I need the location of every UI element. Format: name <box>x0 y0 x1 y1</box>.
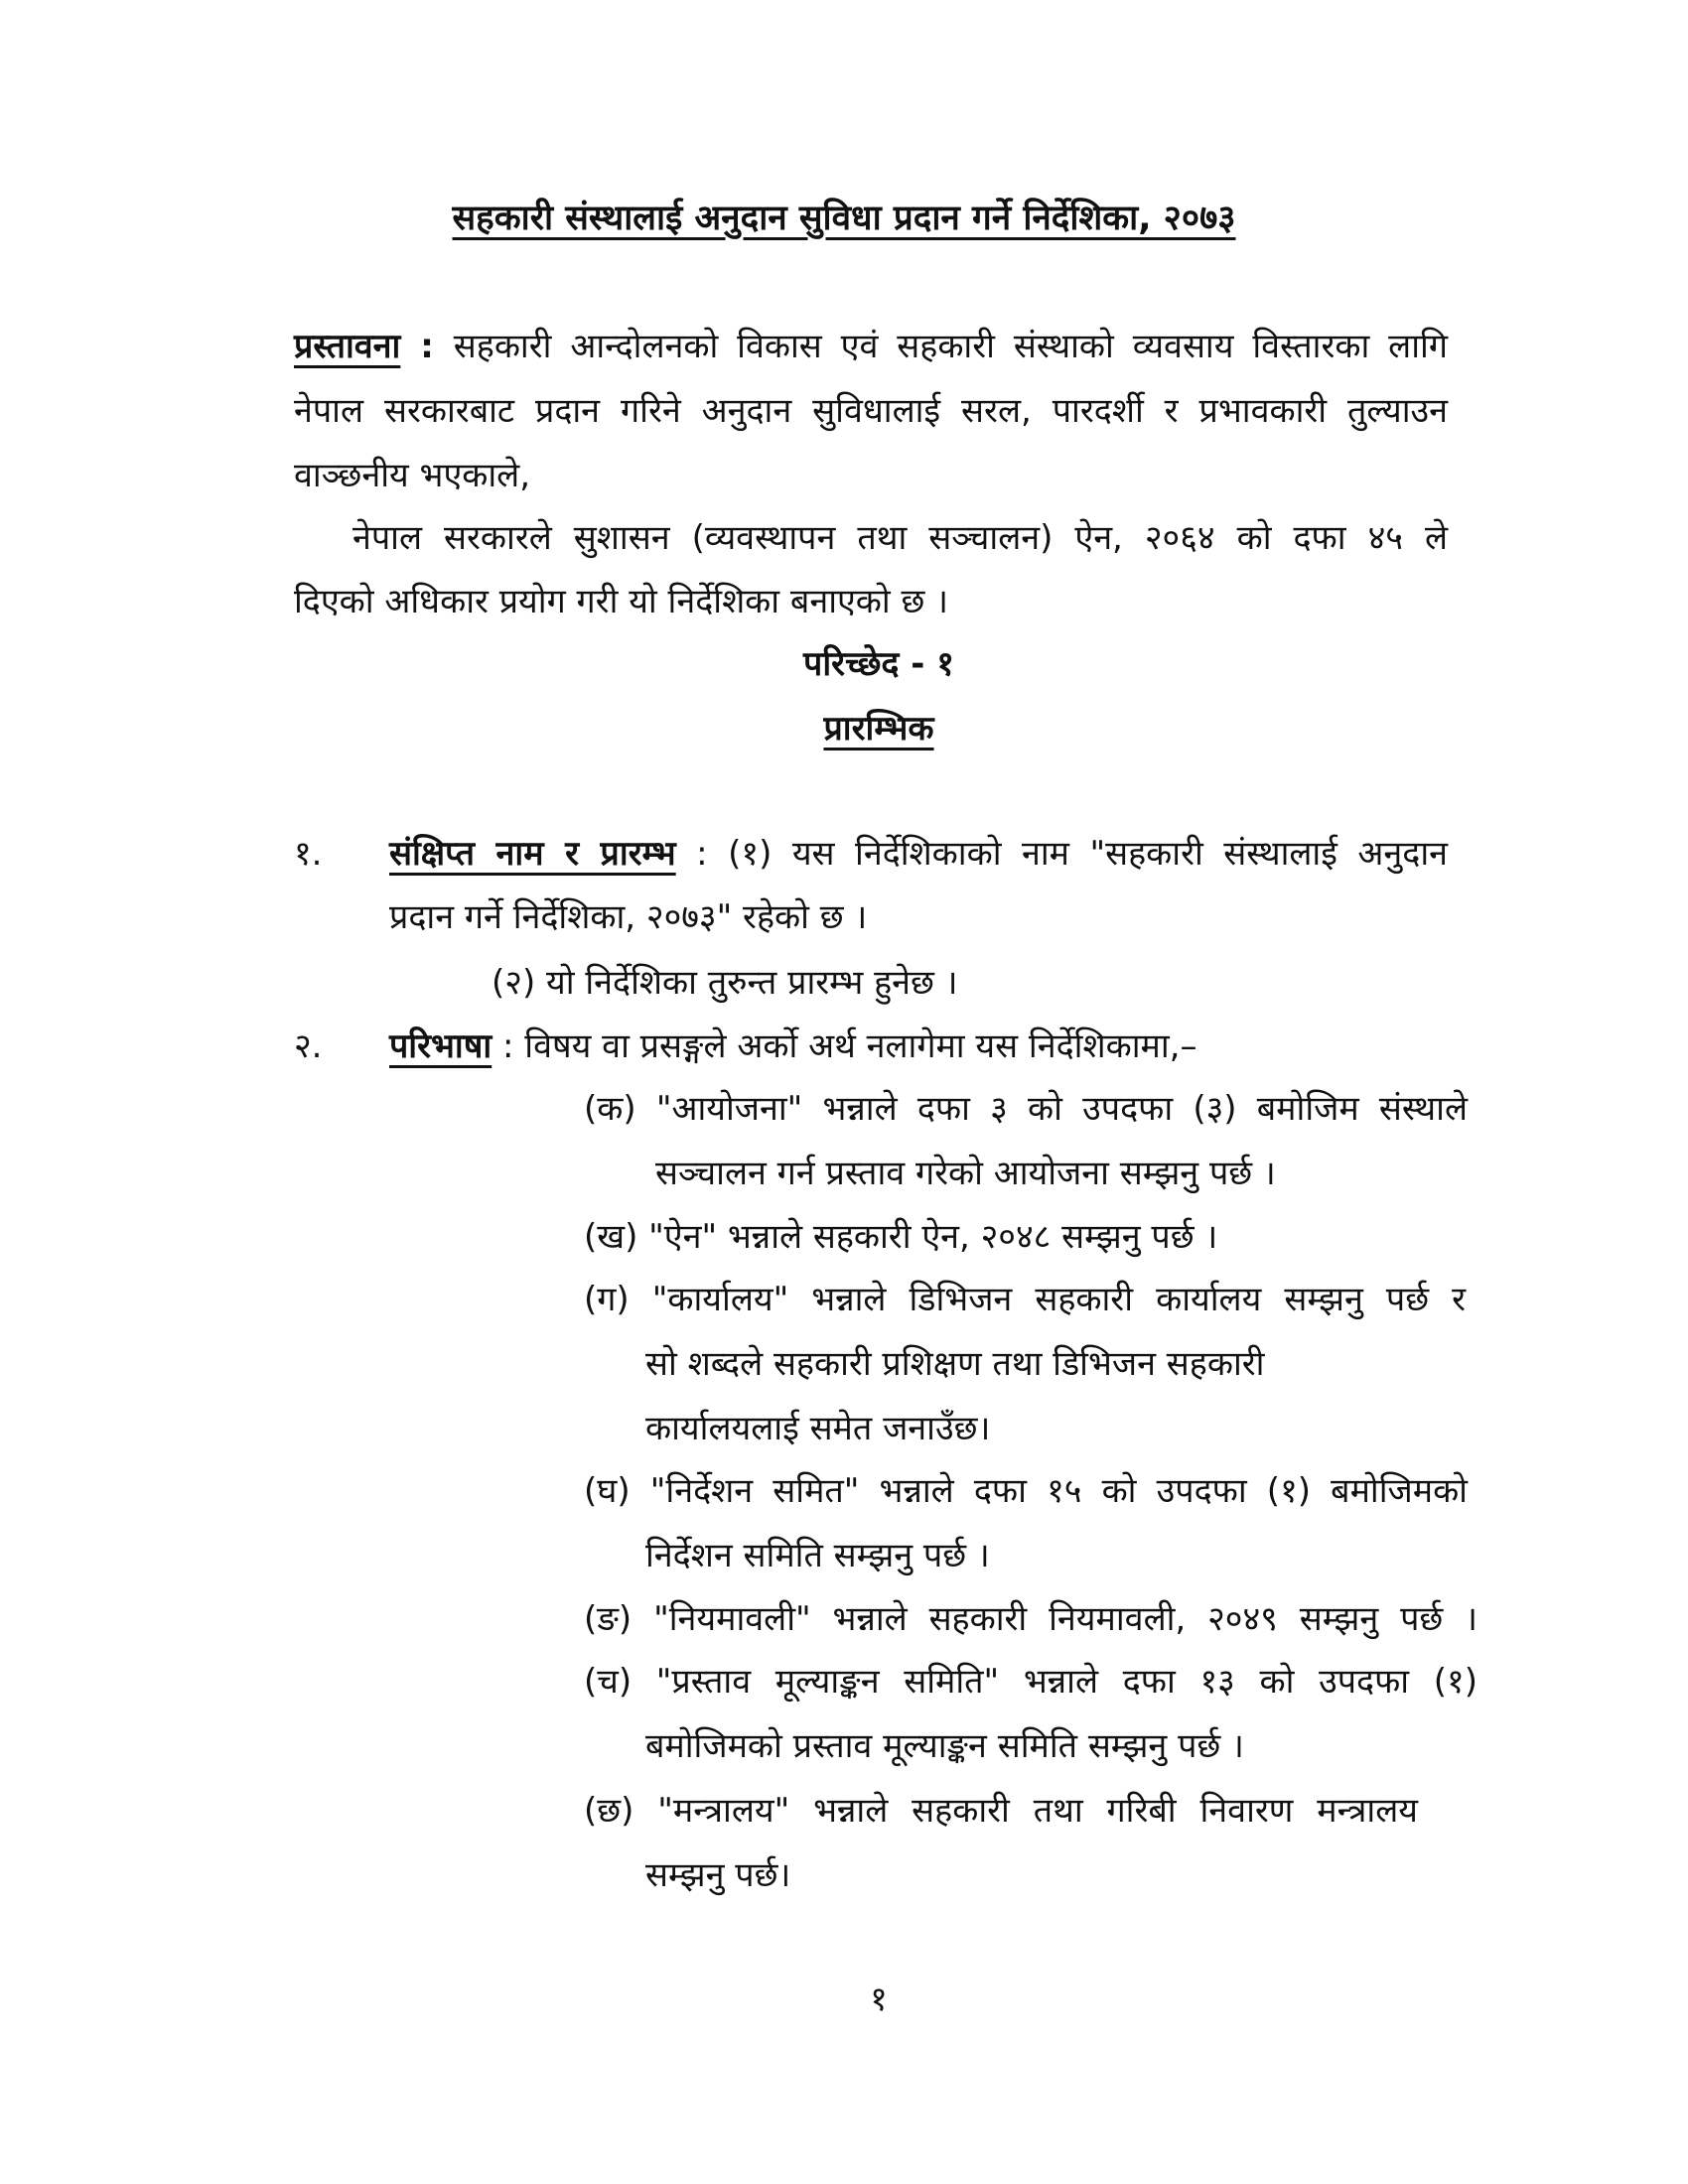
definition-ga-line-3: कार्यालयलाई समेत जनाउँछ। <box>645 1409 991 1448</box>
section-1-heading: संक्षिप्त नाम र प्रारम्भ <box>389 834 676 874</box>
preamble-separator: : <box>400 327 454 366</box>
page-number: १ <box>870 1979 888 2019</box>
definition-gha-line-1: (घ) "निर्देशन समित" भन्नाले दफा १५ को उपदफा (१) बमोजिमको <box>584 1471 1468 1511</box>
chapter-heading: परिच्छेद - १ <box>803 644 954 684</box>
definition-nga-line-1: (ङ) "नियमावली" भन्नाले सहकारी नियमावली, २०४९ सम्झनु पर्छ । <box>584 1599 1477 1639</box>
definition-cha-line-2: बमोजिमको प्रस्ताव मूल्याङ्कन समिति सम्झनु पर्छ । <box>645 1726 1244 1766</box>
preamble-line-3: वाञ्छनीय भएकाले, <box>294 456 531 495</box>
definition-chha-line-2: सम्झनु पर्छ। <box>645 1855 791 1895</box>
section-1-line-3: (२) यो निर्देशिका तुरुन्त प्रारम्भ हुनेछ । <box>492 963 958 1003</box>
preamble-label: प्रस्तावना <box>294 327 401 366</box>
section-2-number: २. <box>294 1026 323 1066</box>
definition-gha-line-2: निर्देशन समिति सम्झनु पर्छ । <box>645 1536 990 1575</box>
preamble-line-1 <box>294 323 1448 370</box>
definition-ka-line-2: सञ्चालन गर्न प्रस्ताव गरेको आयोजना सम्झनु पर्छ । <box>655 1154 1276 1193</box>
chapter-subheading-text: प्रारम्भिक <box>823 709 934 749</box>
section-1-line-2: प्रदान गर्ने निर्देशिका, २०७३" रहेको छ । <box>389 897 868 937</box>
document-title-text: सहकारी संस्थालाई अनुदान सुविधा प्रदान गर्ने निर्देशिका, २०७३ <box>452 199 1236 238</box>
preamble-text-1: सहकारी आन्दोलनको विकास एवं सहकारी संस्थाको व्यवसाय विस्तारका लागि <box>453 327 1448 366</box>
section-1-text-1: : (१) यस निर्देशिकाको नाम "सहकारी संस्थालाई अनुदान <box>696 834 1448 874</box>
section-1-number: १. <box>294 834 323 874</box>
definition-ga-line-1: (ग) "कार्यालय" भन्नाले डिभिजन सहकारी कार्यालय सम्झनु पर्छ र <box>584 1280 1466 1319</box>
chapter-subheading <box>0 705 1688 752</box>
definition-chha-line-1: (छ) "मन्त्रालय" भन्नाले सहकारी तथा गरिबी निवारण मन्त्रालय <box>584 1791 1418 1831</box>
section-2-line-1 <box>389 1023 1196 1070</box>
section-1-line-1 <box>389 830 1448 878</box>
section-2-text-1: : विषय वा प्रसङ्गले अर्को अर्थ नलागेमा यस निर्देशिकामा,– <box>492 1026 1197 1066</box>
preamble-line-5: दिएको अधिकार प्रयोग गरी यो निर्देशिका बनाएको छ । <box>294 582 949 621</box>
definition-ka-line-1: (क) "आयोजना" भन्नाले दफा ३ को उपदफा (३) बमोजिम संस्थाले <box>584 1089 1468 1129</box>
section-2-heading: परिभाषा <box>389 1026 492 1066</box>
preamble-line-2: नेपाल सरकारबाट प्रदान गरिने अनुदान सुविधालाई सरल, पारदर्शी र प्रभावकारी तुल्याउन <box>294 391 1448 431</box>
document-title <box>0 195 1688 242</box>
definition-ga-line-2: सो शब्दले सहकारी प्रशिक्षण तथा डिभिजन सहकारी <box>645 1344 1265 1384</box>
preamble-line-4: नेपाल सरकारले सुशासन (व्यवस्थापन तथा सञ्चालन) ऐन, २०६४ को दफा ४५ ले <box>352 518 1448 558</box>
definition-kha-line-1: (ख) "ऐन" भन्नाले सहकारी ऐन, २०४८ सम्झनु पर्छ । <box>584 1217 1218 1257</box>
definition-cha-line-1: (च) "प्रस्ताव मूल्याङ्कन समिति" भन्नाले दफा १३ को उपदफा (१) <box>584 1662 1477 1702</box>
